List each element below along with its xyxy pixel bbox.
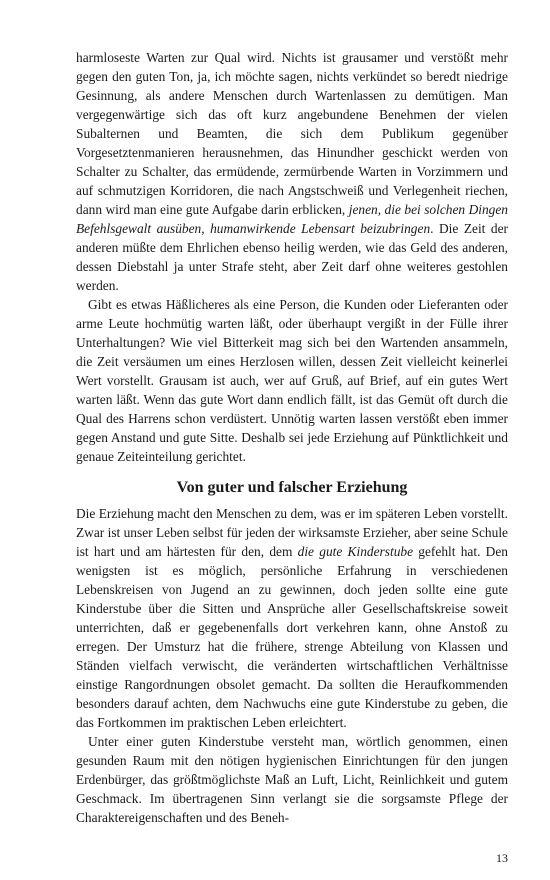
top-text-block [76,48,508,466]
bottom-text-block [76,504,508,827]
paragraph-nursery: Unter einer guten Kinderstube versteht man, wörtlich genommen, einen gesunden Raum mit den nötigen hygienischen Einrichtungen für den jungen Erdenbürger, das größtmöglichste Maß an Luft, Licht, Reinlichkeit und gutem Geschmack. Im übertragenen Sinn verlangt sie die sorgsamste Pflege der Charaktereigenschaften und des Beneh- [76,734,508,825]
section-heading: Von guter und falscher Erziehung [176,479,408,496]
paragraph-text: Die Erziehung macht den Menschen zu dem, was er im späteren Leben vorstellt. Zwar ist unser Leben selbst für jeden der wirksamste Erzieher, aber seine Schule ist hart und am härtesten für den, dem [76,506,508,559]
paragraph-text: . Die Zeit der anderen müßte dem Ehrlichen ebenso heilig werden, wie das Geld des anderen, dessen Diebstahl ja unter Strafe steht, aber Zeit darf ohne weiteres gestohlen werden. [76,221,508,293]
emphasized-phrase: die gute Kinderstube [297,544,414,559]
emphasized-phrase: jenen, die bei solchen Dingen Befehlsgewalt ausüben, humanwirkende Lebensart beizubringen [76,202,508,236]
page-number: 13 [496,851,508,865]
paragraph-waiting-continued [76,48,508,295]
paragraph-education [76,504,508,732]
paragraph-ugliness: Gibt es etwas Häßlicheres als eine Person, die Kunden oder Lieferanten oder arme Leute hochmütig warten läßt, oder überhaupt vergißt in der Fülle ihrer Unterhaltungen? Wie viel Bitterkeit mag sich bei den Wartenden ansammeln, die Zeit versäumen um eines Herzlosen willen, dessen Zeit vielleicht keinerlei Wert vorstellt. Grausam ist auch, wer auf Gruß, auf Brief, auf ein gutes Wert warten läßt. Wenn das gute Wort dann endlich fällt, ist das Gemüt oft durch die Qual des Harrens schon verdüstert. Unnötig warten lassen verstößt eben immer gegen Anstand und gute Sitte. Deshalb sei jede Erziehung auf Pünktlichkeit und genaue Zeiteinteilung gerichtet. [76,297,508,464]
paragraph-text: gefehlt hat. Den wenigsten ist es möglich, persönliche Erfahrung in verschiedenen Lebenskreisen von Jugend an zu gewinnen, doch jeden sollte eine gute Kinderstube über die Sitten und Ansprüche aller Gesellschaftskreise soweit unterrichten, daß er gegebenenfalls dort verkehren kann, ohne Anstoß zu erregen. Der Umsturz hat die frühere, strenge Abteilung von Klassen und Ständen vielfach verwischt, die veränderten wirtschaftlichen Verhältnisse einstige Rangordnungen obsolet gemacht. Da sollten die Heraufkommenden besonders darauf achten, dem Nachwuchs eine gute Kinderstube zu geben, die das Fortkommen im praktischen Leben erleichtert. [76,544,508,730]
paragraph-text: harmloseste Warten zur Qual wird. Nichts ist grausamer und verstößt mehr gegen den guten Ton, ja, ich möchte sagen, nichts verkündet so beredt niedrige Gesinnung, als andere Menschen durch Wartenlassen zu demütigen. Man vergegenwärtige sich das oft kurz angebundene Benehmen der vielen Subalternen und Beamten, die sich dem Publikum gegenüber Vorgesetztenmanieren herausnehmen, das Hinundher geschickt werden von Schalter zu Schalter, das ermüdende, zermürbende Warten in Vorzimmern und auf schmutzigen Korridoren, die nach Angstschweiß und Verlegenheit riechen, dann wird man eine gute Aufgabe darin erblicken, [76,50,508,217]
